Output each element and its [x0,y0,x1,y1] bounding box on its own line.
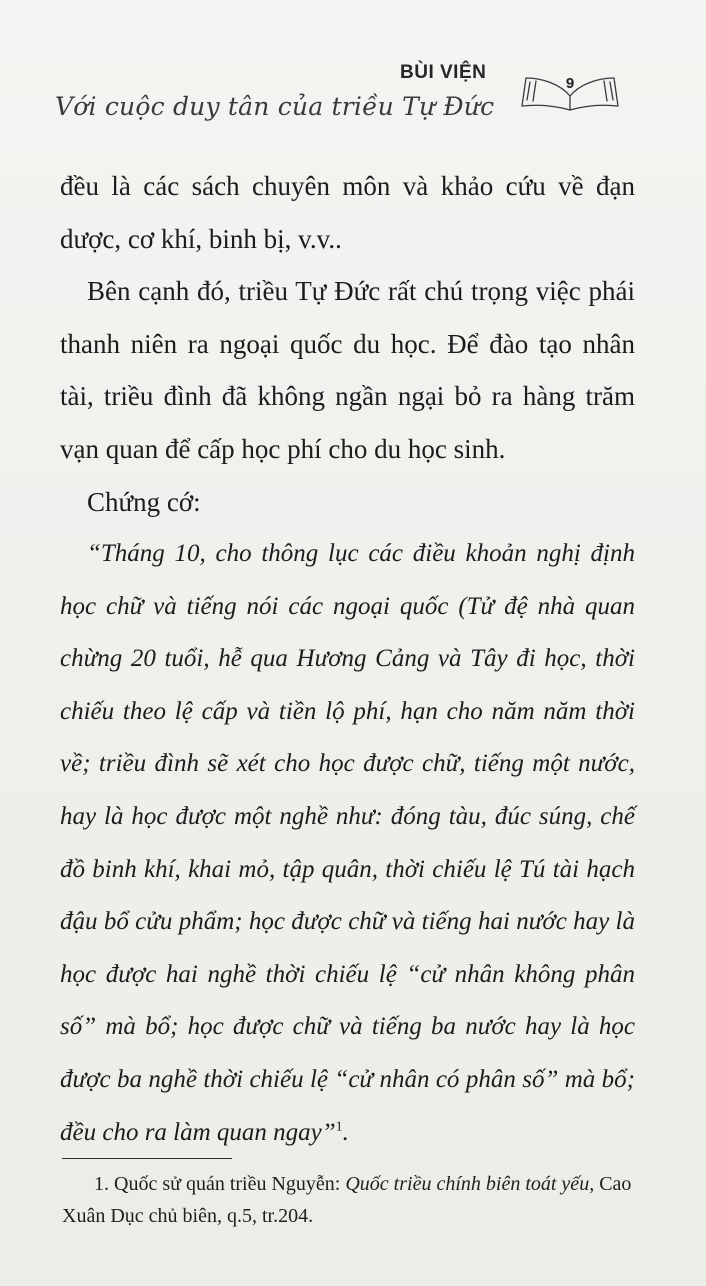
footnote-marker[interactable]: 1 [335,1119,343,1135]
body-paragraph-3 [60,476,635,529]
quote-end-period: . [342,1118,349,1146]
page-number: 9 [565,75,575,92]
paragraph-text: Chứng cớ: [87,487,201,517]
footnote-source: Quốc sử quán triều Nguyễn: [114,1173,341,1195]
paragraph-text: đều là các sách chuyên môn và khảo cứu về đạn dược, cơ khí, binh bị, v.v.. [60,171,635,254]
quoted-decree [60,528,635,1159]
footnote-book-title: Quốc triều chính biên toát yếu [345,1173,590,1195]
body-paragraph-1 [60,160,635,265]
running-header-subtitle: Với cuộc duy tân của triều Tự Đức [55,92,495,121]
footnote-number: 1. [94,1173,109,1195]
footnote-1 [62,1168,642,1232]
running-header-title: BÙI VIỆN [400,62,487,83]
quote-text: “Tháng 10, cho thông lục các điều khoản nghị định học chữ và tiếng nói các ngoại quốc (Tử đệ nhà quan chừng 20 tuổi, hễ qua Hương Cảng và Tây đi học, thời chiếu theo lệ cấp và tiền lộ phí, hạn cho năm năm thời về; triều đình sẽ xét cho học được chữ, tiếng một nước, hay là học được một nghề như: đóng tàu, đúc súng, chế đồ binh khí, khai mỏ, tập quân, thời chiếu lệ Tú tài hạch đậu bổ cửu phẩm; học được chữ và tiếng hai nước hay là học được hai nghề thời chiếu lệ “cử nhân không phân số” mà bổ; học được chữ và tiếng ba nước hay là học được ba nghề thời chiếu lệ “cử nhân có phân số” mà bổ; đều cho ra làm quan ngay” [60,540,635,1146]
footnote-details: , Cao Xuân Dục chủ biên, q.5, tr.204. [62,1173,632,1227]
body-paragraph-2 [60,265,635,475]
footnote-divider [62,1158,232,1159]
paragraph-text: Bên cạnh đó, triều Tự Đức rất chú trọng việc phái thanh niên ra ngoại quốc du học. Để đào tạo nhân tài, triều đình đã không ngần ngại bỏ ra hàng trăm vạn quan để cấp học phí cho du học sinh. [60,276,635,464]
